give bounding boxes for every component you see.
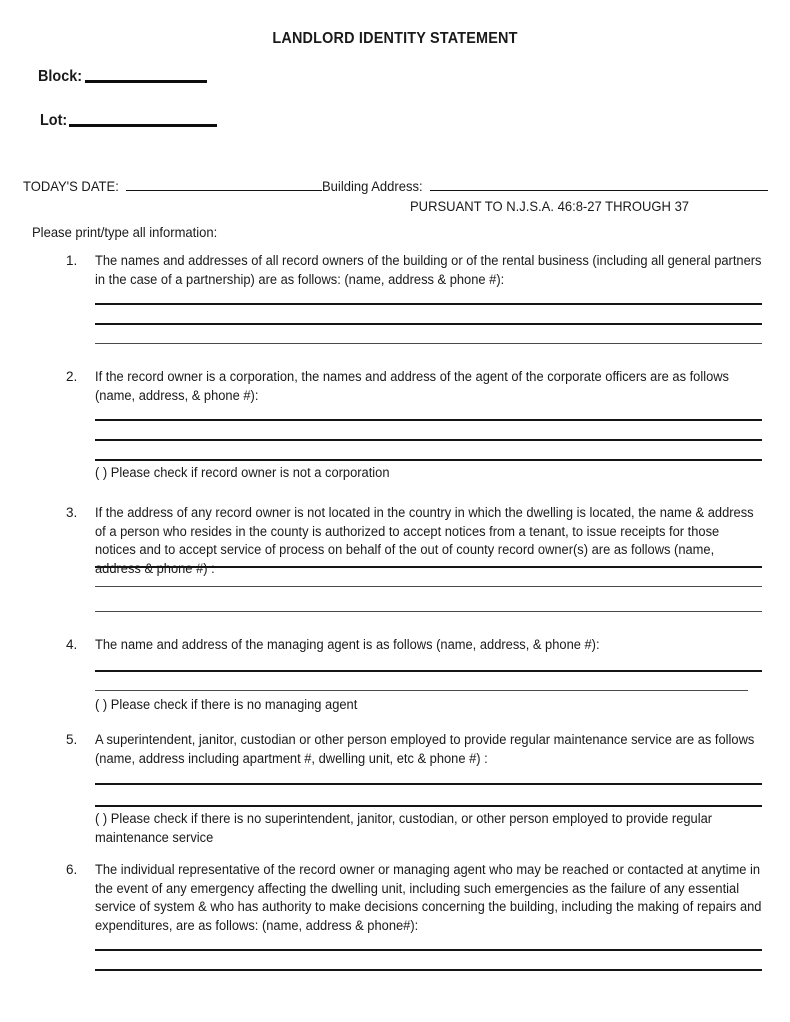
lot-label: Lot: bbox=[40, 112, 68, 129]
item-2-answer-line-1[interactable] bbox=[95, 419, 762, 421]
item-5-answer-line-1[interactable] bbox=[95, 783, 762, 785]
item-4-answer-line-1[interactable] bbox=[95, 670, 762, 672]
list-item-5 bbox=[66, 731, 766, 768]
item-3-answer-line-3[interactable] bbox=[95, 611, 762, 612]
building-address-input-rule[interactable] bbox=[430, 190, 768, 191]
item-1-answer-line-1[interactable] bbox=[95, 303, 762, 305]
item-4-checkbox-note[interactable]: ( ) Please check if there is no managing agent bbox=[95, 697, 358, 712]
block-input-rule[interactable] bbox=[85, 80, 207, 83]
item-number-1: 1. bbox=[66, 253, 78, 268]
list-item-2 bbox=[66, 368, 766, 405]
item-number-5: 5. bbox=[66, 732, 78, 747]
item-1-answer-line-3[interactable] bbox=[95, 343, 762, 344]
item-text-3: If the address of any record owner is not located in the country in which the dwelling is located, the name & address of a person who resides in the county is authorized to accept notices from a tenant, to issue receipts for those notices and to accept service of process on behalf of the out of county record owner(s) are as follows (name, address & phone #) : bbox=[95, 505, 754, 576]
item-number-2: 2. bbox=[66, 369, 78, 384]
item-3-answer-line-1[interactable] bbox=[95, 566, 762, 568]
todays-date-label: TODAY'S DATE: bbox=[23, 178, 119, 194]
date-and-address-row bbox=[23, 178, 768, 194]
item-text-2: If the record owner is a corporation, the names and address of the agent of the corporate officers are as follows (name, address, & phone #): bbox=[95, 369, 730, 403]
list-item-6 bbox=[66, 861, 766, 935]
todays-date-input-rule[interactable] bbox=[126, 190, 322, 191]
item-text-5: A superintendent, janitor, custodian or other person employed to provide regular maintenance service are as follows (name, address including apartment #, dwelling unit, etc & phone #) : bbox=[95, 732, 755, 766]
item-6-answer-line-2[interactable] bbox=[95, 969, 762, 971]
block-label: Block: bbox=[38, 68, 83, 85]
block-field-row bbox=[38, 68, 207, 86]
item-number-3: 3. bbox=[66, 505, 78, 520]
lot-input-rule[interactable] bbox=[69, 124, 217, 127]
statute-reference: PURSUANT TO N.J.S.A. 46:8-27 THROUGH 37 bbox=[410, 198, 690, 214]
lot-field-row bbox=[40, 112, 217, 130]
building-address-label: Building Address: bbox=[322, 178, 423, 194]
list-item-4 bbox=[66, 636, 766, 655]
item-4-answer-line-2[interactable] bbox=[95, 690, 748, 691]
item-6-answer-line-1[interactable] bbox=[95, 949, 762, 951]
item-5-answer-line-2[interactable] bbox=[95, 805, 762, 807]
item-2-answer-line-3[interactable] bbox=[95, 459, 762, 461]
item-text-1: The names and addresses of all record owners of the building or of the rental business (including all general partners in the case of a partnership) are as follows: (name, address & phone #): bbox=[95, 253, 762, 287]
item-text-4: The name and address of the managing agent is as follows (name, address, & phone #): bbox=[95, 637, 600, 652]
item-3-answer-line-2[interactable] bbox=[95, 586, 762, 587]
item-number-6: 6. bbox=[66, 862, 78, 877]
item-number-4: 4. bbox=[66, 637, 78, 652]
list-item-1 bbox=[66, 252, 766, 289]
item-1-answer-line-2[interactable] bbox=[95, 323, 762, 325]
item-2-checkbox-note[interactable]: ( ) Please check if record owner is not a corporation bbox=[95, 465, 390, 480]
print-instruction: Please print/type all information: bbox=[32, 224, 218, 240]
page-title: LANDLORD IDENTITY STATEMENT bbox=[272, 30, 518, 47]
item-5-checkbox-note[interactable]: ( ) Please check if there is no superintendent, janitor, custodian, or other person employed to provide regular maintenance service bbox=[95, 811, 713, 845]
item-text-6: The individual representative of the record owner or managing agent who may be reached or contacted at anytime in the event of any emergency affecting the dwelling unit, including such emergencies as the failure of any essential service of system & who has authority to make decisions concerning the building, including the making of repairs and expenditures, are as follows: (name, address & phone#): bbox=[95, 862, 762, 933]
item-2-answer-line-2[interactable] bbox=[95, 439, 762, 441]
